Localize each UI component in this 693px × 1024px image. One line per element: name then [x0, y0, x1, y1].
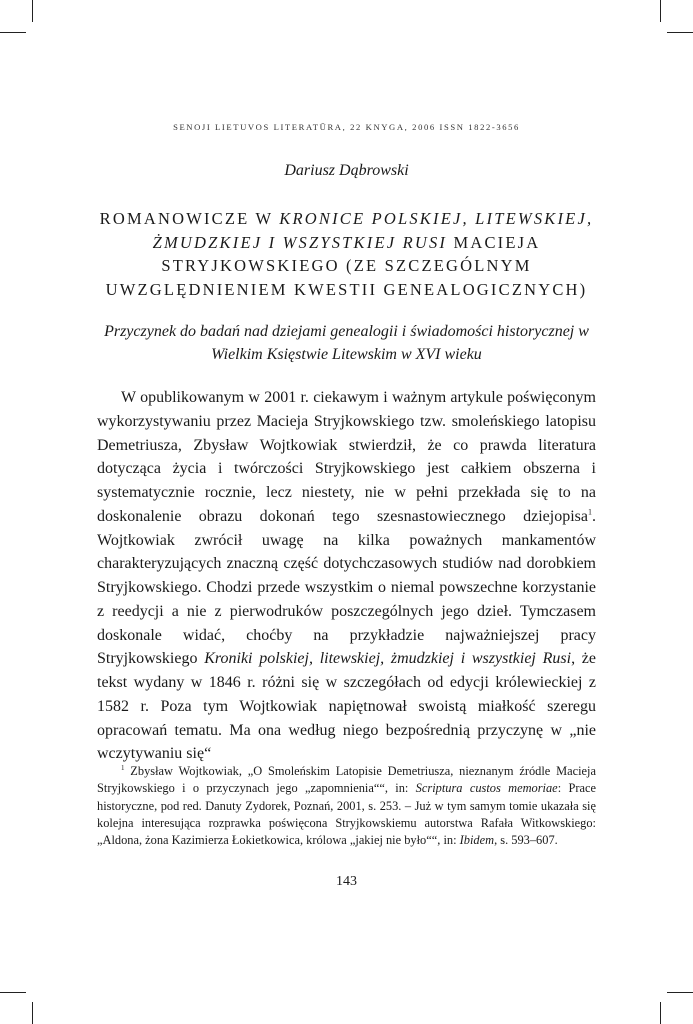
title-part-2-italic: KRONICE POLSKIEJ, LITEWSKIEJ, ŻMUDZKIEJ I WSZYSTKIEJ RUSI	[152, 209, 594, 252]
crop-mark-top-right	[660, 0, 661, 22]
crop-mark-top-right-h	[667, 32, 693, 33]
running-head: SENOJI LIETUVOS LITERATŪRA, 22 KNYGA, 2006 ISSN 1822-3656	[173, 122, 520, 132]
footnote-reference[interactable]: 1	[588, 507, 592, 517]
footnote-number: 1	[121, 763, 125, 772]
author-name: Dariusz Dąbrowski	[284, 162, 409, 179]
page-number: 143	[336, 874, 357, 889]
body-segment-1: W opublikowanym w 2001 r. ciekawym i ważnym artykule poświęconym wykorzystywaniu przez Macieja Stryjkowskiego tzw. smoleńskiego latopisu Demetriusza, Zbysław Wojtkowiak stwierdził, że co prawda literatura dotycząca życia i twórczości Stryjkowskiego jest całkiem obszerna i systematycznie rocznie, lecz niestety, nie w pełni przekłada się to na doskonalenie obrazu dokonań tego szesnastowiecznego dziejopisa	[97, 389, 596, 525]
crop-mark-bottom-right-h	[667, 992, 693, 993]
title-part-1: ROMANOWICZE W	[99, 209, 280, 228]
body-text	[97, 386, 596, 766]
body-segment-4: , że tekst wydany w 1846 r. różni się w szczegółach od edycji królewieckiej z 1582 r. Poza tym Wojtkowiak napiętnował swoistą miałkość szeregu opracowań tematu. Ma ona według niego bezpośrednią przyczynę w „nie wczytywaniu się“	[97, 650, 596, 763]
footnote	[97, 763, 596, 849]
body-segment-3-italic: Kroniki polskiej, litewskiej, żmudzkiej i wszystkiej Rusi	[204, 650, 572, 668]
footnote-segment-2-italic: Scriptura custos memoriae	[415, 781, 558, 796]
title-part-3: MACIEJA STRYJKOWSKIEGO (ZE SZCZEGÓLNYM UWZGLĘDNIENIEM KWESTII GENEALOGICZNYCH)	[105, 232, 588, 299]
footnote-segment-1: Zbysław Wojtkowiak, „O Smoleńskim Latopisie Demetriusza, nieznanym źródle Macieja Stryjkowskiego i o przyczynach jego „zapomnienia““, in:	[97, 764, 596, 796]
footnote-paragraph	[97, 763, 596, 849]
crop-mark-bottom-left	[32, 1002, 33, 1024]
crop-mark-bottom-left-h	[0, 992, 26, 993]
crop-mark-bottom-right	[660, 1002, 661, 1024]
crop-mark-top-left-h	[0, 32, 26, 33]
footnote-segment-5: , s. 593–607.	[494, 833, 558, 848]
article-subtitle: Przyczynek do badań nad dziejami genealogii i świadomości historycznej w Wielkim Księstwie Litewskim w XVI wieku	[104, 323, 589, 363]
footnote-segment-3: : Prace historyczne, pod red. Danuty Zydorek, Poznań, 2001, s. 253. – Już w tym samym tomie ukazała się kolejna interesująca rozprawka poświęcona Stryjkowskiemu autorstwa Rafała Witkowskiego: „Aldona, żona Kazimierza Łokietkowica, królowa „jakiej nie było““, in:	[97, 781, 596, 848]
crop-mark-top-left	[32, 0, 33, 22]
body-segment-2: . Wojtkowiak zwrócił uwagę na kilka poważnych mankamentów charakteryzujących znaczną część dotychczasowych studiów nad dorobkiem Stryjkowskiego. Chodzi przede wszystkim o niemal powszechne korzystanie z reedycji a nie z pierwodruków poszczególnych jego dzieł. Tymczasem doskonale widać, choćby na przykładzie najważniejszej pracy Stryjkowskiego	[97, 507, 596, 668]
article-title	[95, 207, 598, 301]
footnote-segment-4-italic: Ibidem	[459, 833, 495, 848]
body-paragraph	[97, 386, 596, 766]
